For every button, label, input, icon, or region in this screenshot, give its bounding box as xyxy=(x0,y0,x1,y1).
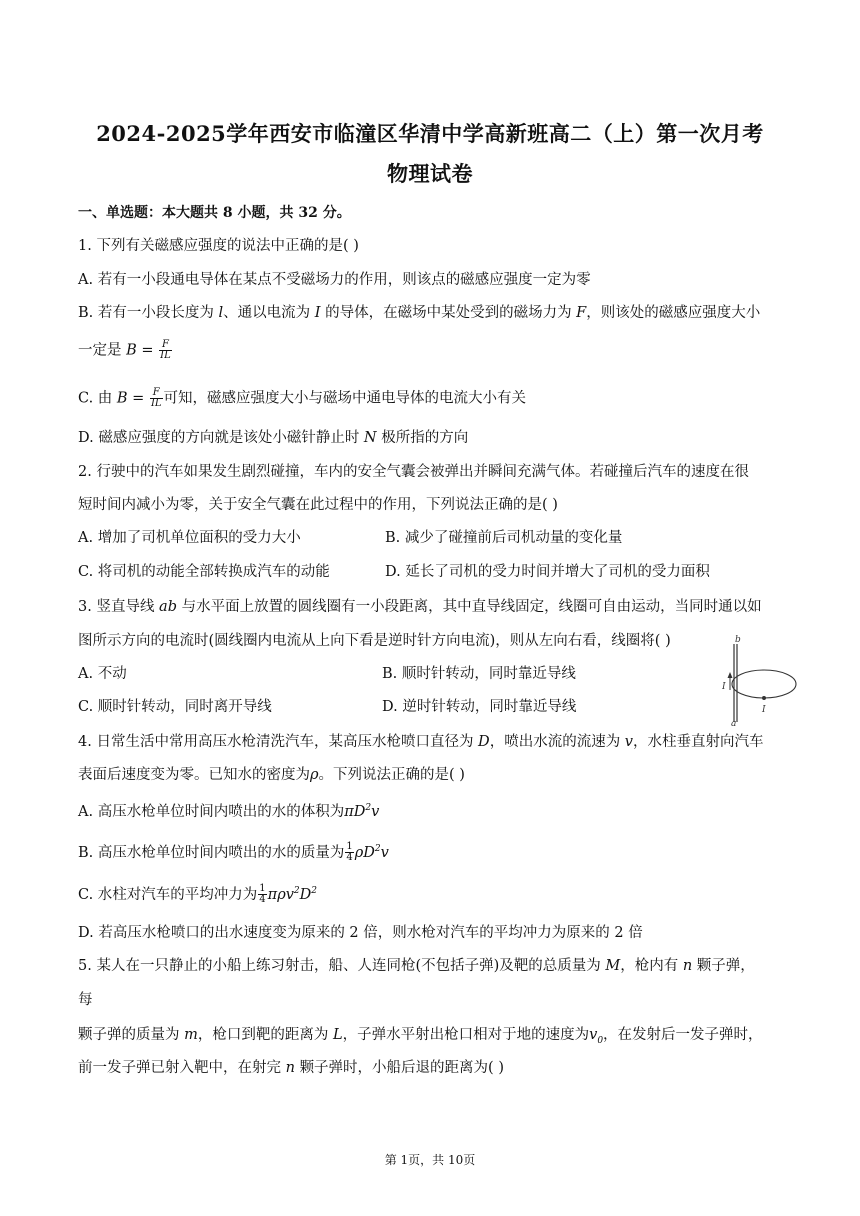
q1-option-a: A. 若有一小段通电导体在某点不受磁场力的作用，则该点的磁感应强度一定为零 xyxy=(78,272,591,288)
section-heading: 一、单选题：本大题共 8 小题，共 32 分。 xyxy=(78,205,351,221)
q1-option-d: D. 磁感应强度的方向就是该处小磁针静止时 N 极所指的方向 xyxy=(78,430,469,446)
label-wire-current: I xyxy=(722,682,726,692)
page-footer: 第 1页，共 10页 xyxy=(384,1153,476,1167)
q2-option-b: B. 减少了碰撞前后司机动量的变化量 xyxy=(385,530,623,546)
q3-stem-line1: 3. 竖直导线 ab 与水平面上放置的圆线圈有一小段距离，其中直导线固定，线圈可自由运动，当同时通以如 xyxy=(78,599,762,615)
q3-option-d: D. 逆时针转动，同时靠近导线 xyxy=(382,699,577,715)
q3-wire-coil-figure xyxy=(722,634,798,726)
q2-option-d: D. 延长了司机的受力时间并增大了司机的受力面积 xyxy=(385,564,710,580)
q1-option-b: B. 若有一小段长度为 l、通以电流为 I 的导体，在磁场中某处受到的磁场力为 F，则该处的磁感应强度大小 xyxy=(78,305,761,321)
q5-stem-line2: 每 xyxy=(78,992,93,1008)
q1-option-c: C. 由 B = $\frac{F}{IL}$ 可知，磁感应强度大小与磁场中通电导体的电流大小有关 xyxy=(78,387,527,409)
q3-option-a: A. 不动 xyxy=(78,666,127,682)
q3-option-b: B. 顺时针转动，同时靠近导线 xyxy=(382,666,576,682)
q1-option-b-cont: 一定是 B = $\frac{F}{IL}$ xyxy=(78,339,171,361)
q3-option-c: C. 顺时针转动，同时离开导线 xyxy=(78,699,272,715)
q4-option-a: A. 高压水枪单位时间内喷出的水的体积为$\pi D^2v$ xyxy=(78,803,380,820)
q3-stem-line2: 图所示方向的电流时(圆线圈内电流从上向下看是逆时针方向电流)，则从左向右看，线圈将( ) xyxy=(78,633,671,649)
q2-option-c: C. 将司机的动能全部转换成汽车的动能 xyxy=(78,564,330,580)
q5-stem-line4: 前一发子弹已射入靶中，在射完 n 颗子弹时，小船后退的距离为( ) xyxy=(78,1060,504,1076)
exam-title-line2: 物理试卷 xyxy=(387,161,473,186)
q4-option-d: D. 若高压水枪喷口的出水速度变为原来的 2 倍，则水枪对汽车的平均冲力为原来的 2 倍 xyxy=(78,925,643,941)
q2-stem-line2: 短时间内减小为零，关于安全气囊在此过程中的作用，下列说法正确的是( ) xyxy=(78,497,558,513)
q5-stem-line1: 5. 某人在一只静止的小船上练习射击，船、人连同枪(不包括子弹)及靶的总质量为 M，枪内有 n 颗子弹， xyxy=(78,958,755,974)
q4-option-c: C. 水柱对汽车的平均冲力为 $\frac{1}{4}$ $\pi\rho v^2D^2$ xyxy=(78,883,318,906)
q1-stem: 1. 下列有关磁感应强度的说法中正确的是( ) xyxy=(78,238,359,254)
q4-stem-line1: 4. 日常生活中常用高压水枪清洗汽车，某高压水枪喷口直径为 D，喷出水流的流速为 v，水柱垂直射向汽车 xyxy=(78,734,764,750)
label-b: b xyxy=(735,635,741,645)
circular-coil xyxy=(732,670,796,698)
q4-option-b: B. 高压水枪单位时间内喷出的水的质量为 $\frac{1}{4}$ $\rho D^2v$ xyxy=(78,841,389,864)
q4-stem-line2: 表面后速度变为零。已知水的密度为ρ。下列说法正确的是( ) xyxy=(78,767,465,783)
q5-stem-line3: 颗子弹的质量为 m，枪口到靶的距离为 L，子弹水平射出枪口相对于地的速度为$v_0$，在发射后一发子弹时， xyxy=(78,1027,763,1046)
q2-stem-line1: 2. 行驶中的汽车如果发生剧烈碰撞，车内的安全气囊会被弹出并瞬间充满气体。若碰撞后汽车的速度在很 xyxy=(78,464,749,480)
exam-title-line1: 2024-2025学年西安市临潼区华清中学高新班高二（上）第一次月考 xyxy=(96,121,764,146)
label-coil-current: I xyxy=(762,705,766,715)
label-a: a xyxy=(731,719,737,726)
q2-option-a: A. 增加了司机单位面积的受力大小 xyxy=(78,530,301,546)
